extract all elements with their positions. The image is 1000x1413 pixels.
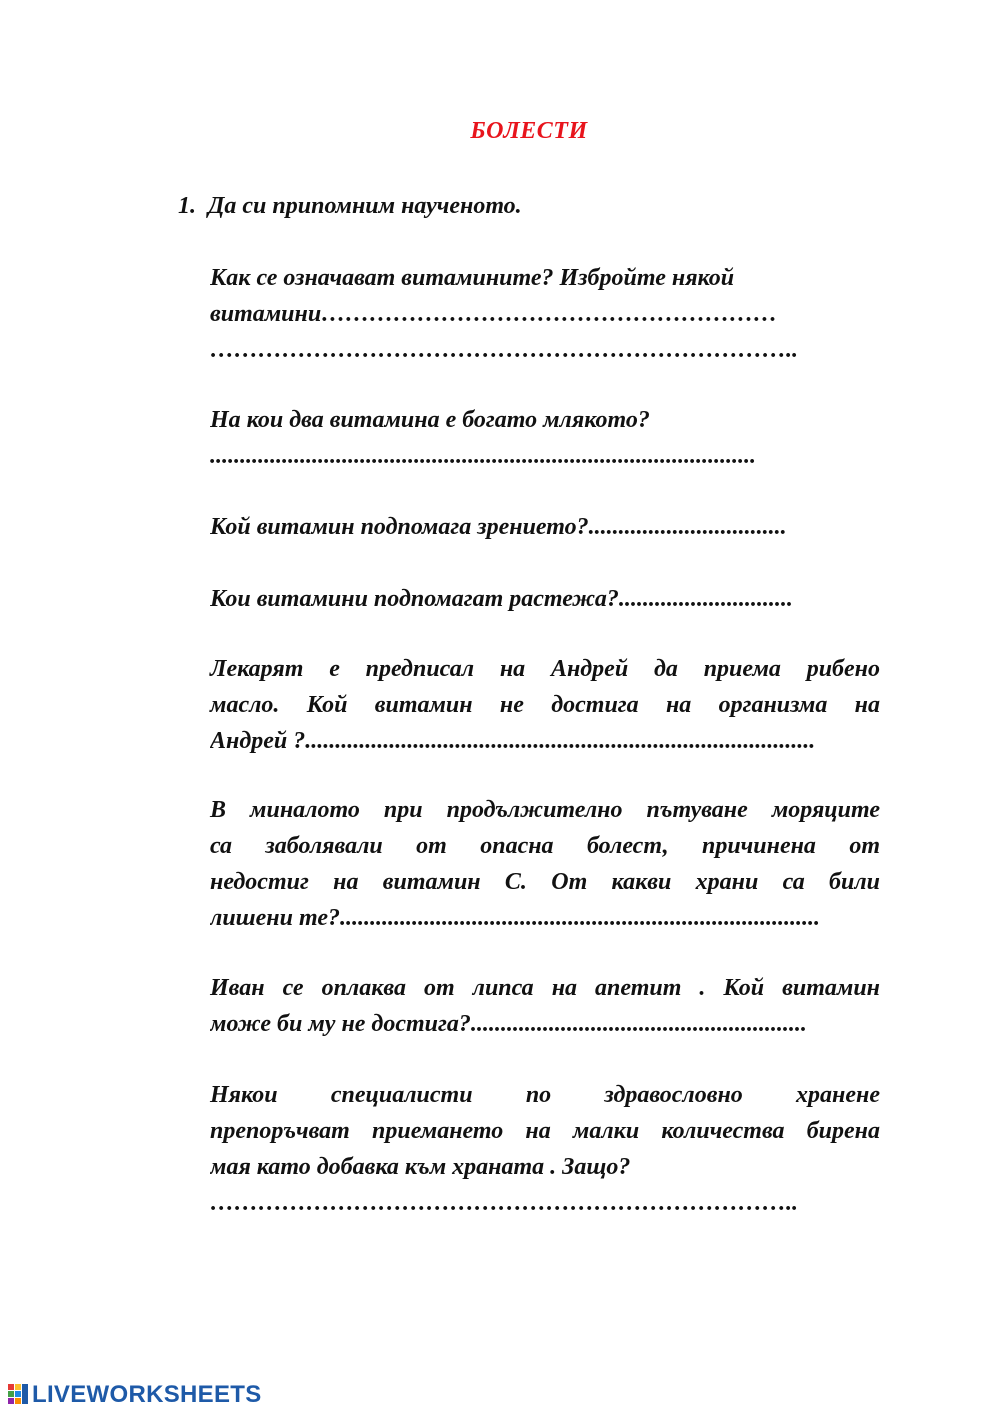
question-vitamin-designation (210, 260, 880, 368)
question-line-with-blank[interactable]: Андрей ?..................................................................................... (210, 728, 816, 754)
question-line-with-blank[interactable]: Кой витамин подпомага зрението?................................. (210, 514, 787, 540)
question-line: мая като добавка към храната . Защо? (210, 1154, 631, 1180)
question-line: В миналото при продължително пътуване моряците (210, 797, 880, 823)
liveworksheets-logo-icon (8, 1382, 30, 1408)
answer-blank[interactable]: ........................................................................................... (210, 443, 756, 469)
answer-blank[interactable]: ……………………………………………………………….. (210, 1190, 798, 1216)
question-line-with-blank[interactable]: лишени те?................................................................................ (210, 905, 820, 931)
section-heading (178, 193, 522, 220)
question-growth-vitamins (210, 581, 880, 617)
section-heading-text: Да си припомним наученото. (208, 193, 522, 219)
question-line: недостиг на витамин С. От какви храни са били (210, 869, 880, 895)
question-line: Някои специалисти по здравословно хранене (210, 1082, 880, 1108)
answer-blank[interactable]: витамини………………………………………………… (210, 301, 778, 327)
question-line: масло. Кой витамин не достига на организма на (210, 692, 880, 718)
question-line-with-blank[interactable]: Кои витамини подпомагат растежа?............................. (210, 586, 793, 612)
question-vision-vitamin (210, 509, 880, 545)
question-fish-oil (210, 651, 880, 759)
question-line: На кои два витамина е богато млякото? (210, 407, 650, 433)
question-line: са заболявали от опасна болест, причинена от (210, 833, 880, 859)
question-line: препоръчват приемането на малки количества бирена (210, 1118, 880, 1144)
question-brewers-yeast (210, 1077, 880, 1221)
liveworksheets-logo-text: LIVEWORKSHEETS (32, 1381, 262, 1408)
liveworksheets-logo[interactable] (8, 1381, 262, 1409)
question-line: Иван се оплаква от липса на апетит . Кой витамин (210, 975, 880, 1001)
answer-blank[interactable]: ……………………………………………………………….. (210, 337, 798, 363)
question-line-with-blank[interactable]: може би му не достига?........................................................ (210, 1011, 807, 1037)
page-title: БОЛЕСТИ (470, 118, 588, 144)
question-sailors-disease (210, 792, 880, 936)
question-appetite (210, 970, 880, 1042)
section-number: 1. (178, 193, 196, 219)
question-line: Лекарят е предписал на Андрей да приема рибено (210, 656, 880, 682)
question-line: Как се означават витамините? Избройте някой (210, 265, 735, 291)
question-milk-vitamins (210, 402, 880, 474)
